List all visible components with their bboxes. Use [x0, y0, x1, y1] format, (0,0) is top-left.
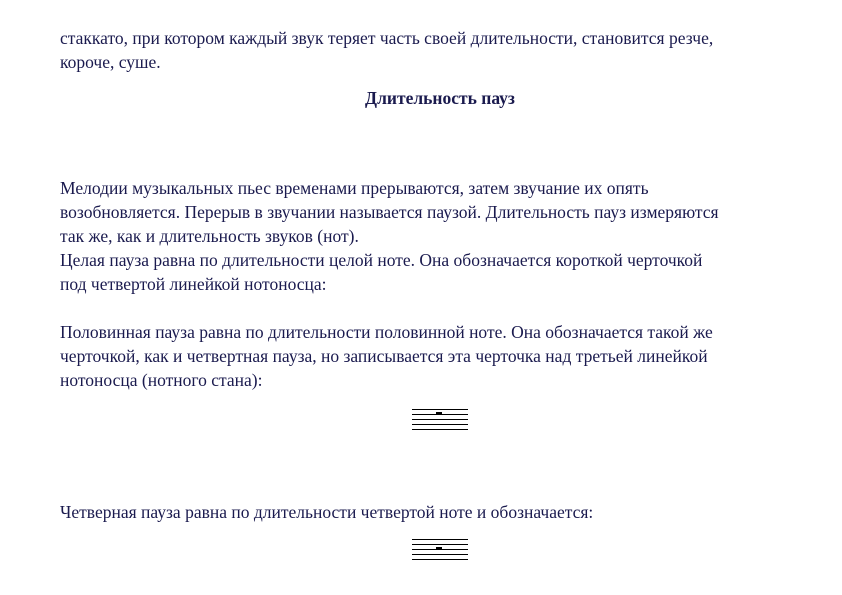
text-line: Целая пауза равна по длительности целой ноте. Она обозначается короткой черточкой	[60, 250, 703, 270]
paragraph-half-rest	[60, 320, 820, 392]
text-line: Половинная пауза равна по длительности половинной ноте. Она обозначается такой же	[60, 322, 713, 342]
staff-line	[412, 409, 468, 410]
half-rest-staff	[412, 409, 468, 433]
staff-line	[412, 559, 468, 560]
paragraph-pauses-intro	[60, 176, 820, 296]
paragraph-quarter-rest	[60, 500, 820, 524]
text-line: нотоносца (нотного стана):	[60, 370, 263, 390]
paragraph-staccato	[60, 26, 820, 74]
quarter-rest-mark	[436, 547, 442, 550]
staff-line	[412, 539, 468, 540]
text-line: черточкой, как и четвертная пауза, но записывается эта черточка над третьей линейкой	[60, 346, 708, 366]
staff-line	[412, 544, 468, 545]
text-line: Четверная пауза равна по длительности четвертой ноте и обозначается:	[60, 502, 594, 522]
staff-line	[412, 424, 468, 425]
staff-line	[412, 419, 468, 420]
text-line: возобновляется. Перерыв в звучании называется паузой. Длительность пауз измеряются	[60, 202, 719, 222]
staff-line	[412, 554, 468, 555]
quarter-rest-staff	[412, 539, 468, 563]
text-line: под четвертой линейкой нотоносца:	[60, 274, 327, 294]
text-line: короче, суше.	[60, 52, 161, 72]
text-line: стаккато, при котором каждый звук теряет часть своей длительности, становится резче,	[60, 28, 714, 48]
section-heading: Длительность пауз	[365, 88, 515, 108]
text-line: так же, как и длительность звуков (нот).	[60, 226, 359, 246]
half-rest-mark	[436, 412, 442, 415]
text-line: Мелодии музыкальных пьес временами прерываются, затем звучание их опять	[60, 178, 649, 198]
staff-line	[412, 429, 468, 430]
